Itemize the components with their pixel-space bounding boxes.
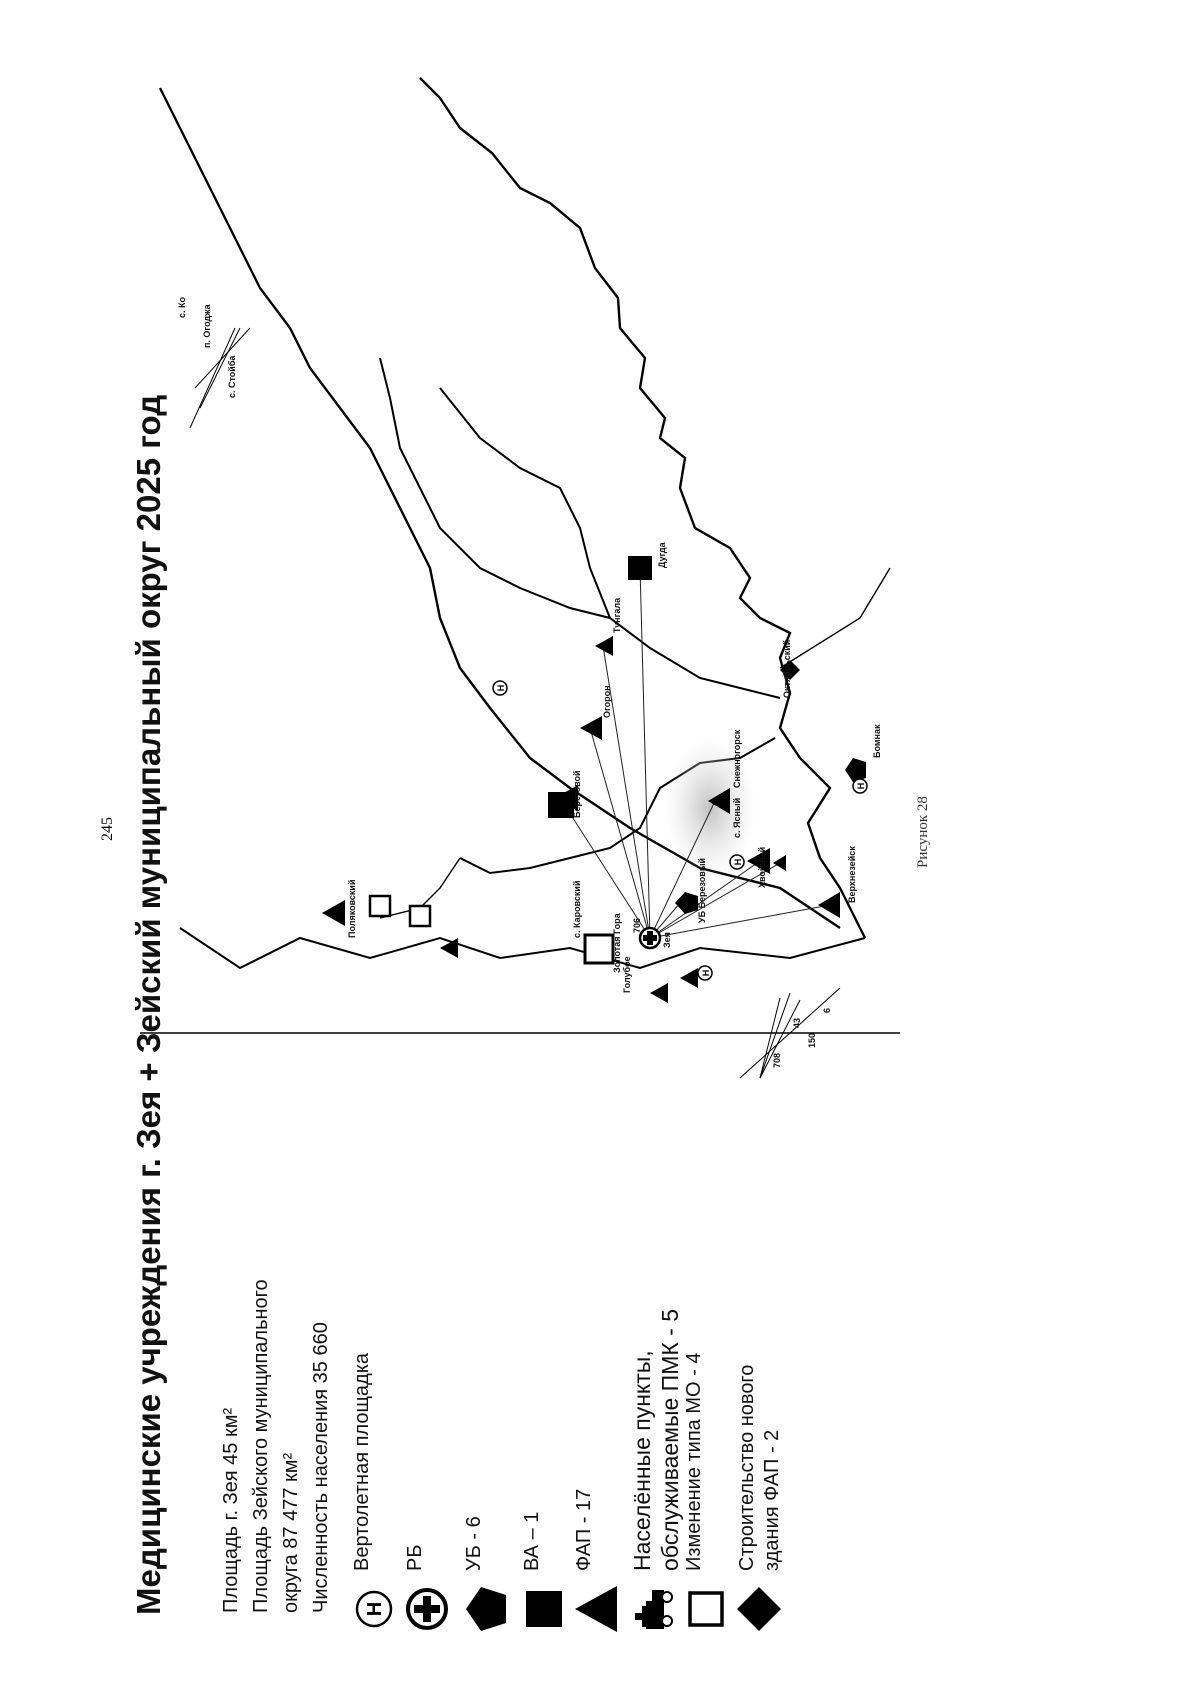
label-tungala: Тунгала xyxy=(612,597,622,633)
population-text: Численность населения 35 660 xyxy=(310,1322,332,1613)
marker-north-ub xyxy=(845,758,866,782)
label-ko: с. Ко xyxy=(177,297,187,318)
marker-near-zeya xyxy=(410,906,430,926)
region-boundary-2 xyxy=(380,358,610,618)
slide-title: Медицинские учреждения г. Зея + Зейский муниципальный округ 2025 год xyxy=(130,394,167,1615)
marker-dugda xyxy=(628,556,652,580)
legend-label: Населённые пункты, xyxy=(629,1350,655,1571)
helipad-marker-4 xyxy=(698,966,712,980)
river xyxy=(380,568,890,918)
label-stoyba: с. Стойба xyxy=(227,355,237,398)
label-zolotaya-gora: Золотая Гора xyxy=(612,913,622,973)
marker-snezhnogorsk xyxy=(773,855,786,871)
helipad-marker-2 xyxy=(493,681,507,695)
figure-caption: Рисунок 28 xyxy=(915,796,931,868)
svg-text:H: H xyxy=(733,858,743,866)
marker-west-fap-2 xyxy=(650,983,668,1003)
legend-label: Изменение типа МО - 4 xyxy=(683,1352,705,1571)
svg-text:H: H xyxy=(701,969,711,977)
area-district-text-1: Площадь Зейского муниципального xyxy=(250,1279,272,1613)
label-distance-708: 708 xyxy=(772,1052,782,1068)
marker-zolotaya-gora xyxy=(585,935,613,963)
svg-text:H: H xyxy=(856,782,866,790)
legend-label: УБ - 6 xyxy=(463,1516,485,1571)
marker-center-hospital xyxy=(640,928,660,948)
west-region xyxy=(180,928,865,968)
legend-label: обслуживаемые ПМК - 5 xyxy=(657,1308,683,1571)
label-center-distance: 706 xyxy=(632,917,642,933)
marker-west-fap xyxy=(680,968,698,988)
label-yasnyy: с. Ясный xyxy=(732,797,742,838)
label-distance-150: 150 xyxy=(807,1032,817,1048)
legend-label: Строительство нового xyxy=(736,1364,758,1571)
helipad-marker-1 xyxy=(730,855,744,869)
svg-text:H: H xyxy=(496,684,506,692)
district-boundary xyxy=(420,78,865,938)
legend-item-new-fap xyxy=(735,1365,785,1639)
mobile-clinic-icon xyxy=(628,1579,676,1639)
label-oktyabrskiy: Октябрьский xyxy=(782,639,792,698)
legend-item-va xyxy=(520,1512,568,1639)
svg-text:H: H xyxy=(364,1601,386,1617)
marker-south-fap xyxy=(322,900,345,926)
area-city-text: Площадь г. Зея 45 км² xyxy=(220,1407,242,1613)
legend-item-ub xyxy=(462,1516,510,1639)
square-icon xyxy=(520,1579,568,1639)
legend-label: здания ФАП - 2 xyxy=(761,1429,783,1571)
marker-polyanka xyxy=(370,896,390,916)
marker-berezovka xyxy=(675,892,698,914)
page-number: 245 xyxy=(99,817,116,841)
label-khvoyny: Хвойный xyxy=(757,846,767,888)
legend-label: ВА – 1 xyxy=(521,1511,543,1571)
district-map xyxy=(140,68,900,1088)
label-beregovoy: Береговой xyxy=(572,770,582,818)
label-bomnak: Бомнак xyxy=(872,724,882,758)
label-distance-6: 6 xyxy=(822,1007,832,1013)
pentagon-icon xyxy=(462,1579,510,1639)
legend-item-fap xyxy=(572,1489,620,1639)
helipad-icon xyxy=(350,1579,398,1639)
legend-item-hospital xyxy=(403,1545,451,1639)
legend-item-change xyxy=(682,1353,730,1639)
marker-ogoron xyxy=(580,716,602,740)
area-district-text-2: округа 87 477 км² xyxy=(280,1452,302,1613)
legend-item-pmk xyxy=(628,1309,684,1639)
label-golubaya: Голубое xyxy=(622,956,632,993)
label-verkhnezeysk: Верхнезейск xyxy=(847,846,857,903)
legend-label: Вертолетная площадка xyxy=(351,1352,373,1571)
legend-label: ФАП - 17 xyxy=(573,1488,595,1571)
label-berezovka: УБ Березовый xyxy=(697,857,707,923)
label-ogodzha: п. Огоджа xyxy=(202,304,212,348)
label-polyanka: Поляковский xyxy=(347,879,357,938)
helipad-marker-3 xyxy=(853,779,867,793)
hospital-cross-icon xyxy=(403,1579,451,1639)
label-dugda: Дугда xyxy=(657,542,667,568)
label-karavskiy: с. Каровский xyxy=(572,880,582,938)
legend-label: РБ xyxy=(404,1544,426,1571)
pmk-routes-south xyxy=(190,328,250,428)
open-square-icon xyxy=(682,1579,730,1639)
label-center: Зея xyxy=(662,932,672,948)
label-snezhnogorsk: Снежногорск xyxy=(732,729,742,788)
label-distance-43: 43 xyxy=(792,1017,802,1028)
triangle-icon xyxy=(572,1579,620,1639)
label-ogoron: Огорон xyxy=(602,685,612,718)
diamond-icon xyxy=(735,1579,783,1639)
legend-item-helipad xyxy=(350,1353,398,1639)
